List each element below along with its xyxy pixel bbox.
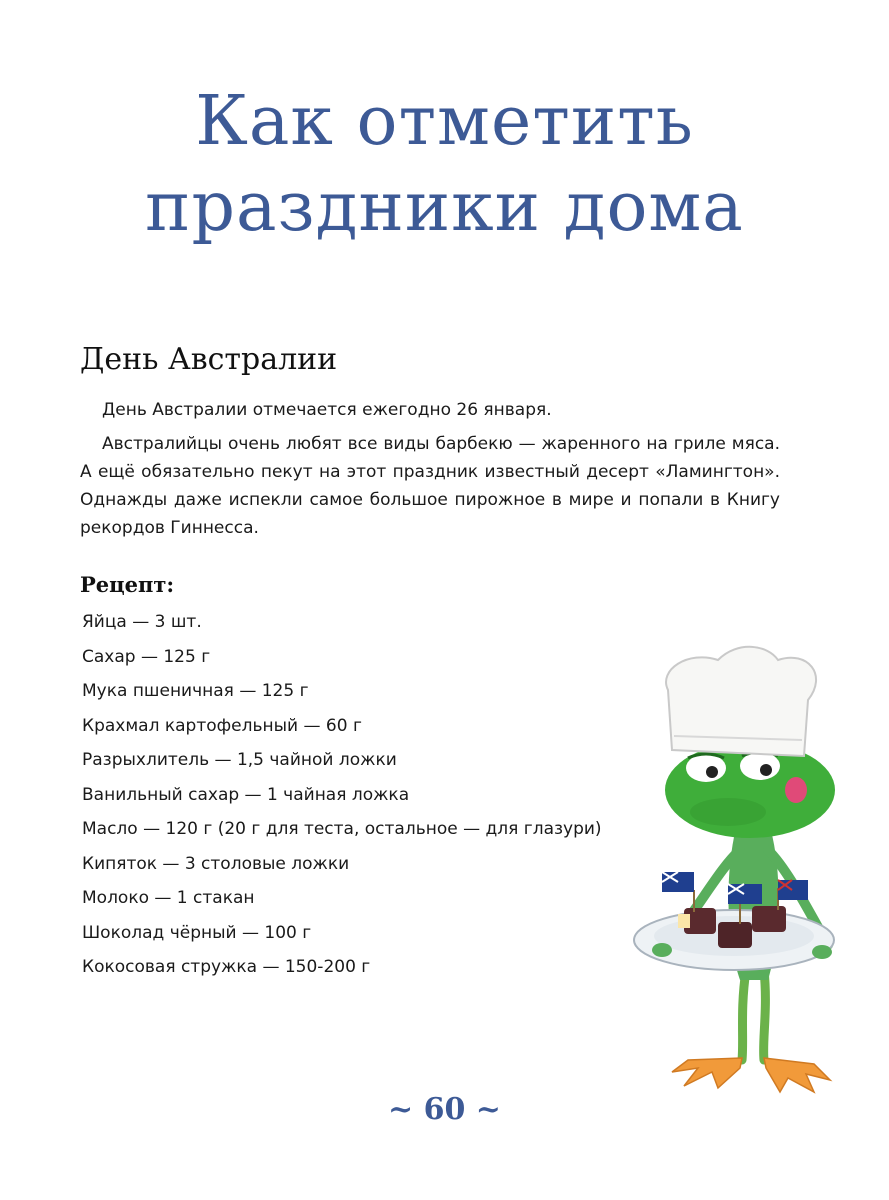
ingredient-item: Сахар — 125 г: [82, 646, 211, 667]
ingredient-item: Крахмал картофельный — 60 г: [82, 715, 362, 736]
ingredient-item: Кокосовая стружка — 150-200 г: [82, 957, 371, 977]
ingredient-list: [82, 605, 602, 985]
ingredient-item: Яйца — 3 шт.: [82, 612, 202, 632]
ingredient-item: Мука пшеничная — 125 г: [82, 681, 309, 701]
paragraph-2: Австралийцы очень любят все виды барбекю — жаренного на гриле мяса. А ещё обязательно пекут на этот праздник известный десерт «Ламингтон». Однажды даже испекли самое большое пирожное в мире и попали в Книгу рекордов Гиннесса.: [80, 434, 780, 538]
recipe-heading: Рецепт:: [80, 572, 175, 597]
page-title-line-1: Как отметить: [195, 82, 694, 161]
page-number: ~ 60 ~: [388, 1092, 501, 1127]
ingredient-item: Масло — 120 г (20 г для теста, остальное — для глазури): [82, 819, 602, 839]
section-heading: День Австралии: [80, 342, 338, 377]
ingredient-item: Шоколад чёрный — 100 г: [82, 922, 312, 943]
ingredient-item: Ванильный сахар — 1 чайная ложка: [82, 784, 410, 805]
ingredient-item: Кипяток — 3 столовые ложки: [82, 853, 350, 874]
frog-chef-illustration: [628, 640, 868, 1100]
paragraph-1: День Австралии отмечается ежегодно 26 января.: [102, 400, 552, 420]
ingredient-item: Разрыхлитель — 1,5 чайной ложки: [82, 750, 397, 770]
ingredient-item: Молоко — 1 стакан: [82, 888, 255, 908]
page-title-line-2: праздники дома: [145, 168, 744, 247]
